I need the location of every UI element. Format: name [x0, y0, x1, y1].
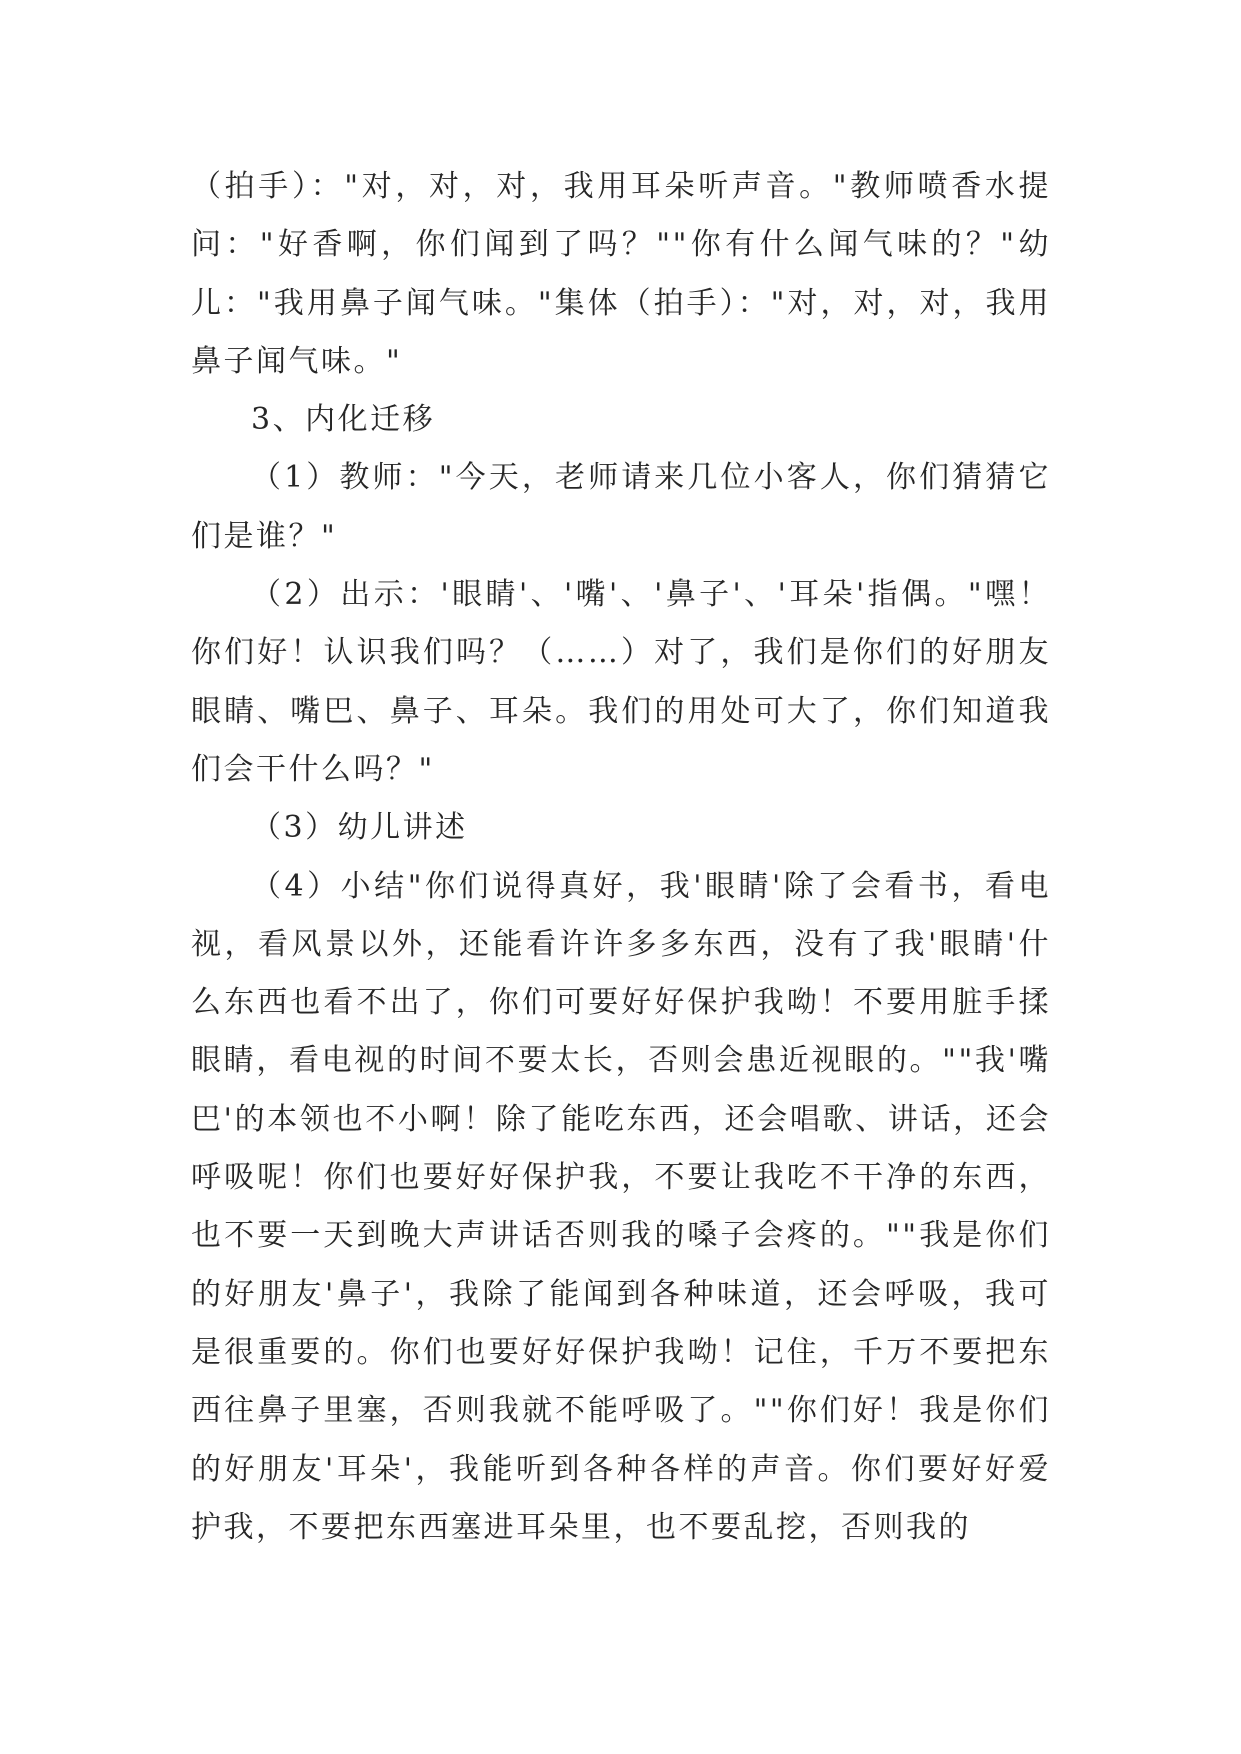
body-text	[191, 158, 1051, 1557]
section-heading-internalization: 3、内化迁移	[251, 402, 436, 438]
paragraph-step-1: （1）教师："今天，老师请来几位小客人，你们猜猜它们是谁？"	[191, 460, 1051, 554]
paragraph-1: （拍手）："对，对，对，我用耳朵听声音。"教师喷香水提问："好香啊，你们闻到了吗？""你有什么闻气味的？"幼儿："我用鼻子闻气味。"集体（拍手）："对，对，对，我用鼻子闻气味。"	[191, 169, 1051, 379]
paragraph-step-2: （2）出示：'眼睛'、'嘴'、'鼻子'、'耳朵'指偶。"嘿！你们好！认识我们吗？（……）对了，我们是你们的好朋友眼睛、嘴巴、鼻子、耳朵。我们的用处可大了，你们知道我们会干什么吗？"	[191, 577, 1051, 787]
paragraph-step-4: （4）小结"你们说得真好，我'眼睛'除了会看书，看电视，看风景以外，还能看许许多多东西，没有了我'眼睛'什么东西也看不出了，你们可要好好保护我呦！不要用脏手揉眼睛，看电视的时间不要太长，否则会患近视眼的。""我'嘴巴'的本领也不小啊！除了能吃东西，还会唱歌、讲话，还会呼吸呢！你们也要好好保护我，不要让我吃不干净的东西，也不要一天到晚大声讲话否则我的嗓子会疼的。""我是你们的好朋友'鼻子'，我除了能闻到各种味道，还会呼吸，我可是很重要的。你们也要好好保护我呦！记住，千万不要把东西往鼻子里塞，否则我就不能呼吸了。""你们好！我是你们的好朋友'耳朵'，我能听到各种各样的声音。你们要好好爱护我，不要把东西塞进耳朵里，也不要乱挖，否则我的	[191, 868, 1051, 1545]
paragraph-step-3: （3）幼儿讲述	[251, 810, 468, 846]
